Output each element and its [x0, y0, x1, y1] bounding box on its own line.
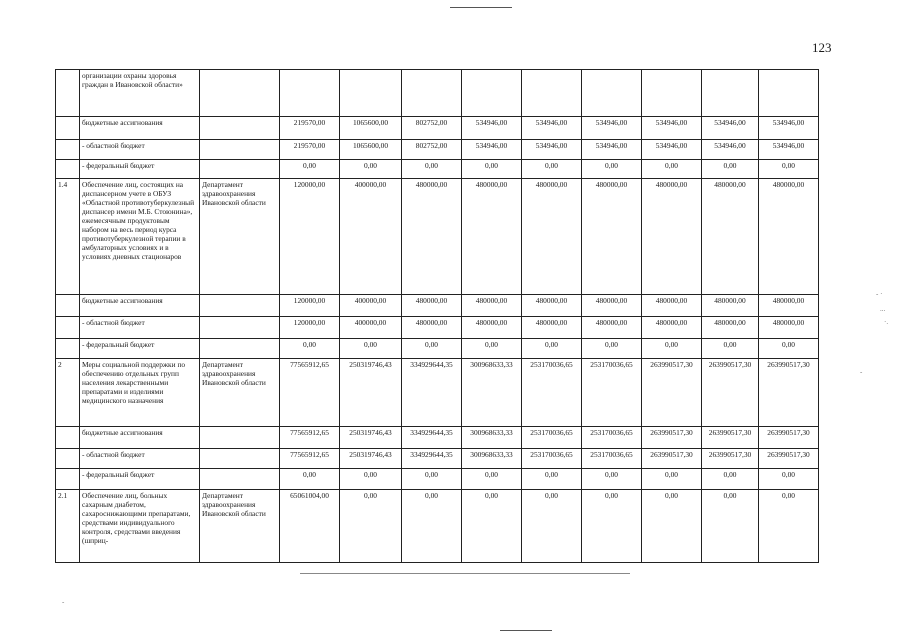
value-cell: 219570,00 — [280, 140, 340, 160]
row-dept-cell — [200, 70, 280, 117]
row-dept-cell — [200, 469, 280, 490]
value-cell: 0,00 — [462, 339, 522, 359]
value-cell: 263990517,30 — [642, 359, 702, 427]
value-cell: 253170036,65 — [522, 449, 582, 469]
value-cell: 0,00 — [642, 469, 702, 490]
row-dept-cell — [200, 295, 280, 317]
value-cell: 77565912,65 — [280, 449, 340, 469]
scan-mark: ·. — [884, 318, 889, 326]
value-cell — [702, 70, 759, 117]
value-cell: 534946,00 — [522, 140, 582, 160]
value-cell: 480000,00 — [702, 179, 759, 295]
value-cell: 0,00 — [340, 490, 402, 563]
value-cell: 1065600,00 — [340, 117, 402, 140]
table-row — [56, 179, 819, 295]
value-cell: 480000,00 — [462, 317, 522, 339]
value-cell: 480000,00 — [522, 317, 582, 339]
value-cell: 0,00 — [402, 469, 462, 490]
value-cell: 480000,00 — [402, 295, 462, 317]
row-dept-cell — [200, 449, 280, 469]
table-row — [56, 160, 819, 179]
value-cell: 0,00 — [582, 160, 642, 179]
row-dept-cell: Департамент здравоохранения Ивановской области — [200, 359, 280, 427]
value-cell: 263990517,30 — [759, 449, 819, 469]
value-cell: 253170036,65 — [582, 427, 642, 449]
budget-table — [55, 69, 819, 563]
value-cell: 0,00 — [522, 490, 582, 563]
value-cell — [280, 70, 340, 117]
row-code-cell — [56, 70, 80, 117]
value-cell: 802752,00 — [402, 140, 462, 160]
value-cell: 263990517,30 — [642, 449, 702, 469]
row-code-cell — [56, 295, 80, 317]
value-cell: 0,00 — [642, 339, 702, 359]
value-cell: 0,00 — [340, 160, 402, 179]
row-code-cell — [56, 469, 80, 490]
table-row — [56, 427, 819, 449]
value-cell: 334929644,35 — [402, 427, 462, 449]
bottom-rule — [300, 573, 630, 574]
value-cell: 77565912,65 — [280, 359, 340, 427]
value-cell: 0,00 — [522, 469, 582, 490]
value-cell: 0,00 — [702, 339, 759, 359]
row-code-cell — [56, 140, 80, 160]
row-name-cell: бюджетные ассигнования — [80, 427, 200, 449]
value-cell: 480000,00 — [702, 317, 759, 339]
value-cell: 0,00 — [522, 160, 582, 179]
value-cell: 0,00 — [280, 469, 340, 490]
row-name-cell: Меры социальной поддержки по обеспечению отдельных групп населения лекарственными препаратами и изделиями медицинского назначения — [80, 359, 200, 427]
row-name-cell: бюджетные ассигнования — [80, 295, 200, 317]
row-name-cell: организации охраны здоровья граждан в Ивановской области» — [80, 70, 200, 117]
value-cell: 1065600,00 — [340, 140, 402, 160]
row-code-cell: 2.1 — [56, 490, 80, 563]
value-cell: 120000,00 — [280, 179, 340, 295]
value-cell: 263990517,30 — [759, 359, 819, 427]
row-dept-cell — [200, 317, 280, 339]
value-cell: 480000,00 — [582, 295, 642, 317]
value-cell: 300968633,33 — [462, 427, 522, 449]
row-dept-cell — [200, 117, 280, 140]
row-dept-cell — [200, 140, 280, 160]
value-cell: 0,00 — [462, 469, 522, 490]
top-scan-line — [450, 7, 512, 8]
table-row — [56, 70, 819, 117]
value-cell: 480000,00 — [702, 295, 759, 317]
value-cell — [522, 70, 582, 117]
value-cell: 250319746,43 — [340, 449, 402, 469]
value-cell — [462, 70, 522, 117]
value-cell: 334929644,35 — [402, 449, 462, 469]
value-cell: 0,00 — [522, 339, 582, 359]
value-cell: 0,00 — [759, 339, 819, 359]
value-cell: 334929644,35 — [402, 359, 462, 427]
row-code-cell — [56, 117, 80, 140]
table-row — [56, 490, 819, 563]
table-row — [56, 317, 819, 339]
page-number: 123 — [812, 40, 832, 55]
value-cell: 480000,00 — [462, 179, 522, 295]
value-cell: 480000,00 — [522, 179, 582, 295]
table-row — [56, 117, 819, 140]
value-cell: 253170036,65 — [582, 449, 642, 469]
row-code-cell — [56, 339, 80, 359]
value-cell: 480000,00 — [462, 295, 522, 317]
value-cell: 400000,00 — [340, 179, 402, 295]
row-code-cell — [56, 160, 80, 179]
value-cell: 534946,00 — [462, 140, 522, 160]
value-cell: 0,00 — [642, 490, 702, 563]
value-cell: 0,00 — [702, 160, 759, 179]
value-cell: 65061004,00 — [280, 490, 340, 563]
scan-mark: ... — [880, 305, 886, 313]
row-dept-cell — [200, 339, 280, 359]
value-cell — [759, 70, 819, 117]
value-cell: 534946,00 — [522, 117, 582, 140]
value-cell: 480000,00 — [759, 295, 819, 317]
row-code-cell: 1.4 — [56, 179, 80, 295]
row-name-cell: Обеспечение лиц, состоящих на диспансерном учете в ОБУЗ «Областной противотуберкулезный диспансер имени М.Б. Стоюнина», ежемесячным продуктовым набором на весь период курса противотуберкулезной терапии в амбулаторных условиях и в условиях дневных стационаров — [80, 179, 200, 295]
value-cell: 534946,00 — [462, 117, 522, 140]
value-cell: 534946,00 — [582, 140, 642, 160]
value-cell: 253170036,65 — [522, 427, 582, 449]
value-cell: 253170036,65 — [522, 359, 582, 427]
value-cell: 0,00 — [280, 339, 340, 359]
value-cell: 0,00 — [759, 469, 819, 490]
row-name-cell: - областной бюджет — [80, 140, 200, 160]
value-cell: 0,00 — [402, 490, 462, 563]
value-cell: 300968633,33 — [462, 359, 522, 427]
value-cell: 0,00 — [340, 339, 402, 359]
value-cell: 77565912,65 — [280, 427, 340, 449]
value-cell — [402, 70, 462, 117]
table-row — [56, 339, 819, 359]
value-cell: 0,00 — [462, 160, 522, 179]
value-cell: 250319746,43 — [340, 427, 402, 449]
row-name-cell: - областной бюджет — [80, 317, 200, 339]
value-cell: 0,00 — [582, 490, 642, 563]
bottom-scan-line — [500, 630, 552, 631]
value-cell: 802752,00 — [402, 117, 462, 140]
value-cell: 0,00 — [702, 469, 759, 490]
value-cell: 219570,00 — [280, 117, 340, 140]
row-code-cell — [56, 317, 80, 339]
value-cell: 263990517,30 — [702, 449, 759, 469]
scan-mark: - · — [876, 290, 883, 298]
table-row — [56, 359, 819, 427]
value-cell: 0,00 — [759, 490, 819, 563]
value-cell: 253170036,65 — [582, 359, 642, 427]
value-cell: 480000,00 — [642, 179, 702, 295]
value-cell — [340, 70, 402, 117]
value-cell: 0,00 — [642, 160, 702, 179]
value-cell: 480000,00 — [582, 317, 642, 339]
value-cell: 120000,00 — [280, 317, 340, 339]
table-row — [56, 295, 819, 317]
row-name-cell: - федеральный бюджет — [80, 339, 200, 359]
table-row — [56, 140, 819, 160]
value-cell: 0,00 — [759, 160, 819, 179]
row-name-cell: - областной бюджет — [80, 449, 200, 469]
row-dept-cell — [200, 160, 280, 179]
value-cell: 480000,00 — [582, 179, 642, 295]
value-cell: 480000,00 — [759, 179, 819, 295]
value-cell: 480000,00 — [402, 179, 462, 295]
scan-mark: - — [62, 598, 65, 606]
value-cell: 0,00 — [702, 490, 759, 563]
table-row — [56, 449, 819, 469]
value-cell: 534946,00 — [759, 117, 819, 140]
scan-mark: - — [860, 368, 863, 376]
row-dept-cell: Департамент здравоохранения Ивановской области — [200, 490, 280, 563]
value-cell: 480000,00 — [642, 317, 702, 339]
value-cell: 0,00 — [462, 490, 522, 563]
row-name-cell: - федеральный бюджет — [80, 469, 200, 490]
row-code-cell: 2 — [56, 359, 80, 427]
table-row — [56, 469, 819, 490]
value-cell: 0,00 — [582, 339, 642, 359]
value-cell: 263990517,30 — [702, 427, 759, 449]
value-cell — [642, 70, 702, 117]
value-cell: 120000,00 — [280, 295, 340, 317]
row-name-cell: бюджетные ассигнования — [80, 117, 200, 140]
value-cell: 263990517,30 — [759, 427, 819, 449]
row-code-cell — [56, 449, 80, 469]
row-code-cell — [56, 427, 80, 449]
value-cell: 0,00 — [402, 339, 462, 359]
value-cell — [582, 70, 642, 117]
value-cell: 534946,00 — [642, 140, 702, 160]
value-cell: 534946,00 — [582, 117, 642, 140]
value-cell: 263990517,30 — [702, 359, 759, 427]
value-cell: 250319746,43 — [340, 359, 402, 427]
value-cell: 0,00 — [582, 469, 642, 490]
value-cell: 534946,00 — [702, 140, 759, 160]
value-cell: 0,00 — [340, 469, 402, 490]
value-cell: 480000,00 — [759, 317, 819, 339]
value-cell: 534946,00 — [759, 140, 819, 160]
value-cell: 0,00 — [280, 160, 340, 179]
value-cell: 300968633,33 — [462, 449, 522, 469]
row-name-cell: Обеспечение лиц, больных сахарным диабетом, сахароснижающими препаратами, средствами индивидуального контроля, средствами введения (шприц- — [80, 490, 200, 563]
value-cell: 480000,00 — [402, 317, 462, 339]
row-name-cell: - федеральный бюджет — [80, 160, 200, 179]
value-cell: 400000,00 — [340, 317, 402, 339]
row-dept-cell: Департамент здравоохранения Ивановской области — [200, 179, 280, 295]
value-cell: 534946,00 — [642, 117, 702, 140]
value-cell: 480000,00 — [522, 295, 582, 317]
value-cell: 0,00 — [402, 160, 462, 179]
value-cell: 400000,00 — [340, 295, 402, 317]
value-cell: 534946,00 — [702, 117, 759, 140]
value-cell: 480000,00 — [642, 295, 702, 317]
value-cell: 263990517,30 — [642, 427, 702, 449]
row-dept-cell — [200, 427, 280, 449]
